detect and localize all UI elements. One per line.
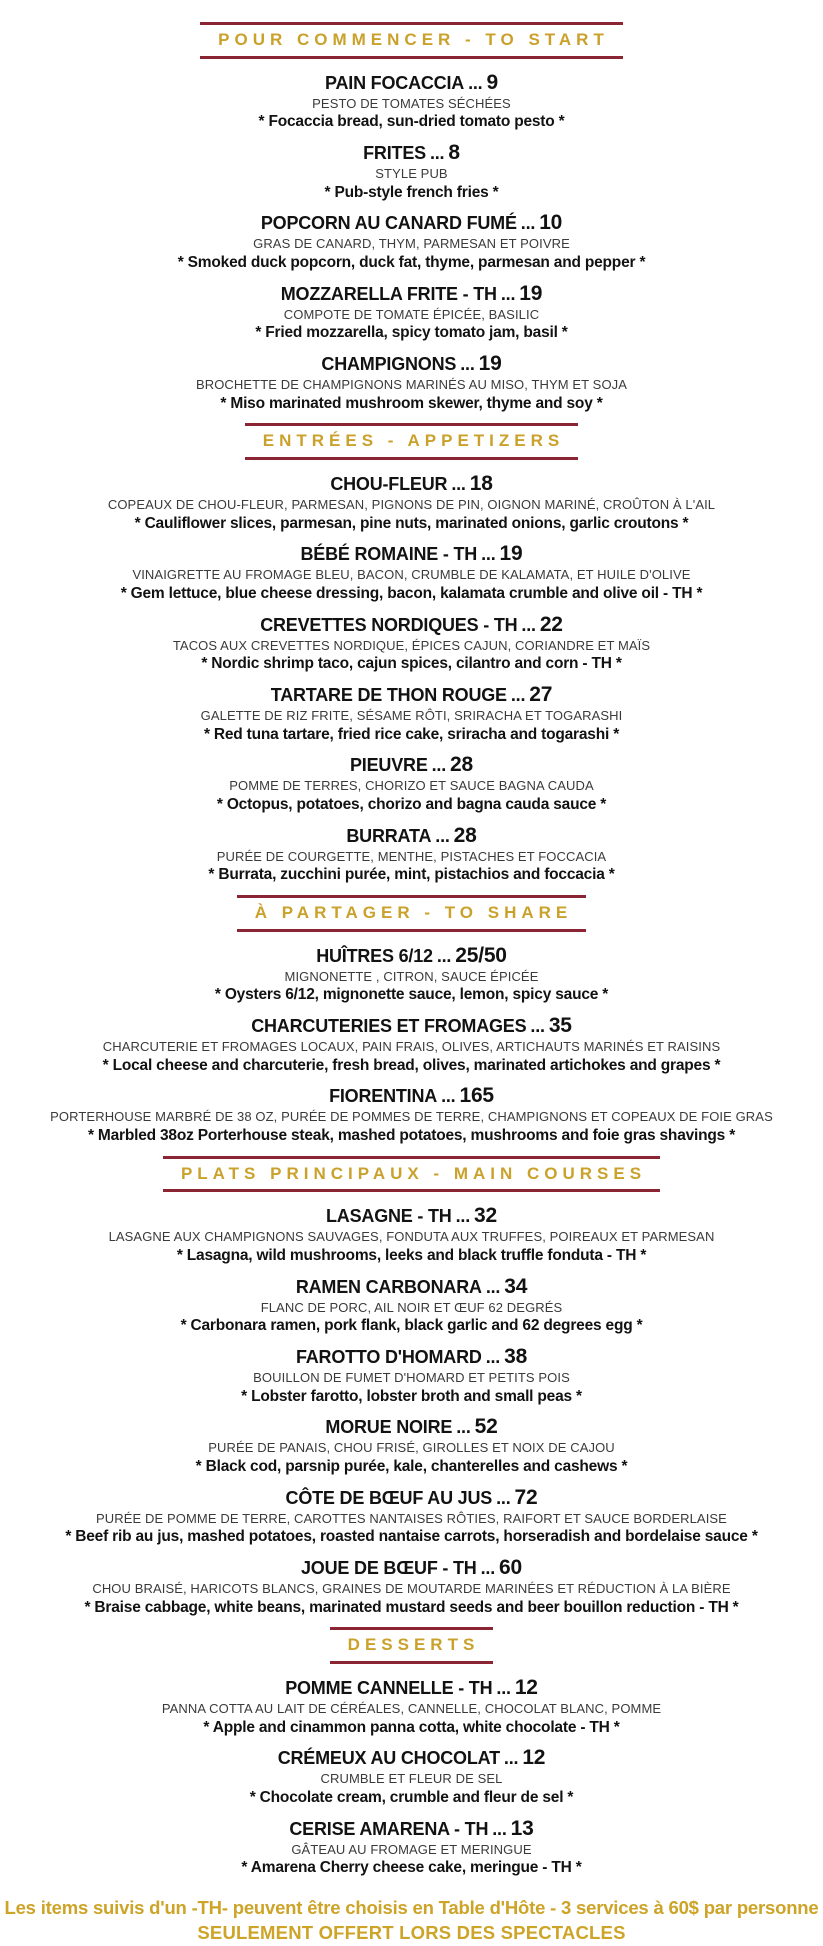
item-price: 19 [519, 281, 543, 305]
item-price: 22 [539, 612, 563, 636]
item-title [10, 753, 813, 777]
item-name: POMME CANNELLE - TH [285, 1678, 493, 1698]
item-dots: ... [500, 283, 516, 304]
item-price: 165 [459, 1084, 494, 1108]
item-price: 8 [448, 141, 460, 165]
item-dots: ... [429, 143, 445, 164]
item-dots: ... [431, 755, 447, 776]
item-name: CÔTE DE BŒUF AU JUS [285, 1487, 493, 1508]
item-name: FAROTTO D'HOMARD [295, 1347, 482, 1367]
item-dots: ... [521, 614, 536, 635]
item-name: HUÎTRES 6/12 [316, 945, 433, 966]
item-description-en: * Chocolate cream, crumble and fleur de sel * [249, 1789, 574, 1807]
item-description-fr: PURÉE DE COURGETTE, MENTHE, PISTACHES ET FOCCACIA [216, 848, 607, 864]
item-dots: ... [460, 354, 475, 374]
item-description-en: * Braise cabbage, white beans, marinated mustard seeds and beer bouillon reduction - TH * [84, 1598, 739, 1616]
item-description-fr: PANNA COTTA AU LAIT DE CÉRÉALES, CANNELLE, CHOCOLAT BLANC, POMME [161, 1701, 662, 1717]
item-title [10, 1084, 813, 1108]
menu-item [10, 1817, 813, 1878]
section-main-courses [0, 1156, 823, 1618]
section-title: PLATS PRINCIPAUX - MAIN COURSES [163, 1156, 660, 1193]
item-title [10, 1486, 813, 1510]
item-description-en: * Burrata, zucchini purée, mint, pistachios and foccacia * [208, 866, 615, 884]
item-dots: ... [468, 72, 483, 93]
item-description-fr: CHARCUTERIE ET FROMAGES LOCAUX, PAIN FRAIS, OLIVES, ARTICHAUTS MARINÉS ET RAISINS [102, 1039, 721, 1055]
item-title [10, 683, 813, 707]
menu-item [10, 613, 813, 674]
item-description-fr: PURÉE DE PANAIS, CHOU FRISÉ, GIROLLES ET NOIX DE CAJOU [208, 1440, 615, 1456]
item-dots: ... [435, 825, 450, 846]
section-desserts [0, 1627, 823, 1878]
item-description-en: * Apple and cinammon panna cotta, white chocolate - TH * [203, 1718, 620, 1736]
item-dots: ... [492, 1818, 507, 1839]
item-description-fr: POMME DE TERRES, CHORIZO ET SAUCE BAGNA CAUDA [229, 778, 594, 794]
item-description-fr: GRAS DE CANARD, THYM, PARMESAN ET POIVRE [253, 236, 570, 252]
item-description-fr: GÂTEAU AU FROMAGE ET MERINGUE [291, 1841, 532, 1857]
item-dots: ... [496, 1487, 511, 1508]
menu-item [10, 211, 813, 272]
item-description-en: * Lasagna, wild mushrooms, leeks and black truffle fonduta - TH * [176, 1247, 647, 1265]
item-description-fr: CRUMBLE ET FLEUR DE SEL [320, 1771, 503, 1787]
menu-item [10, 1415, 813, 1476]
menu-item [10, 753, 813, 814]
item-name: FIORENTINA [329, 1086, 438, 1107]
menu-item [10, 542, 813, 603]
item-title [10, 824, 813, 848]
item-description-fr: FLANC DE PORC, AIL NOIR ET ŒUF 62 DEGRÉS [260, 1299, 563, 1315]
item-dots: ... [455, 1206, 471, 1227]
section-title: ENTRÉES - APPETIZERS [245, 423, 579, 460]
item-name: BÉBÉ ROMAINE - TH [300, 544, 478, 565]
item-name: BURRATA [346, 825, 432, 846]
item-name: CREVETTES NORDIQUES - TH [260, 614, 518, 635]
item-name: RAMEN CARBONARA [295, 1276, 482, 1297]
menu-item [10, 1204, 813, 1265]
item-price: 60 [499, 1555, 522, 1579]
item-description-en: * Pub-style french fries * [324, 183, 499, 201]
item-name: CERISE AMARENA - TH [289, 1818, 489, 1839]
item-title [10, 352, 813, 376]
item-description-fr: PURÉE DE POMME DE TERRE, CAROTTES NANTAISES RÔTIES, RAIFORT ET SAUCE BORDERLAISE [96, 1510, 727, 1526]
item-description-fr: GALETTE DE RIZ FRITE, SÉSAME RÔTI, SRIRACHA ET TOGARASHI [200, 708, 623, 724]
item-description-en: * Marbled 38oz Porterhouse steak, mashed potatoes, mushrooms and foie gras shavings * [87, 1127, 736, 1145]
menu-item [10, 1676, 813, 1737]
menu-item [10, 1486, 813, 1547]
item-dots: ... [503, 1748, 519, 1769]
item-dots: ... [530, 1016, 545, 1036]
item-description-en: * Nordic shrimp taco, cajun spices, cilantro and corn - TH * [201, 655, 622, 673]
item-dots: ... [441, 1086, 456, 1107]
item-description-en: * Octopus, potatoes, chorizo and bagna cauda sauce * [216, 796, 607, 814]
item-description-fr: VINAIGRETTE AU FROMAGE BLEU, BACON, CRUMBLE DE KALAMATA, ET HUILE D'OLIVE [132, 567, 691, 583]
item-price: 27 [529, 683, 553, 706]
item-name: CRÉMEUX AU CHOCOLAT [277, 1748, 500, 1769]
item-name: PIEUVRE [350, 755, 428, 776]
item-name: JOUE DE BŒUF - TH [301, 1557, 477, 1578]
item-price: 38 [504, 1345, 528, 1368]
menu-item [10, 472, 813, 533]
menu-item [10, 1275, 813, 1336]
item-price: 32 [474, 1204, 497, 1228]
section-title: DESSERTS [330, 1627, 494, 1664]
item-price: 28 [450, 753, 473, 777]
table-dhote-note-line2: SEULEMENT OFFERT LORS DES SPECTACLES [197, 1922, 626, 1944]
item-name: PAIN FOCACCIA [325, 72, 465, 93]
table-dhote-note-line1: Les items suivis d'un -TH- peuvent être choisis en Table d'Hôte - 3 services à 60$ par personne [4, 1896, 819, 1918]
table-dhote-note [0, 1896, 823, 1946]
item-dots: ... [496, 1678, 511, 1698]
item-name: MOZZARELLA FRITE - TH [280, 283, 497, 304]
item-description-en: * Red tuna tartare, fried rice cake, sriracha and togarashi * [203, 725, 620, 743]
section-header [0, 1156, 823, 1193]
item-name: CHAMPIGNONS [321, 354, 457, 374]
item-title [10, 1275, 813, 1299]
item-description-fr: COPEAUX DE CHOU-FLEUR, PARMESAN, PIGNONS DE PIN, OIGNON MARINÉ, CROÛTON À L'AIL [107, 497, 716, 513]
item-description-en: * Fried mozzarella, spicy tomato jam, basil * [255, 324, 568, 342]
item-dots: ... [456, 1417, 471, 1438]
item-title [10, 1014, 813, 1038]
item-description-fr: CHOU BRAISÉ, HARICOTS BLANCS, GRAINES DE MOUTARDE MARINÉES ET RÉDUCTION À LA BIÈRE [92, 1581, 731, 1597]
item-title [10, 613, 813, 637]
item-title [10, 211, 813, 235]
item-description-en: * Lobster farotto, lobster broth and small peas * [241, 1387, 582, 1405]
item-dots: ... [481, 544, 496, 565]
item-title [10, 542, 813, 566]
item-description-en: * Carbonara ramen, pork flank, black garlic and 62 degrees egg * [180, 1317, 643, 1335]
item-description-fr: BROCHETTE DE CHAMPIGNONS MARINÉS AU MISO, THYM ET SOJA [195, 377, 628, 393]
item-description-fr: PORTERHOUSE MARBRÉ DE 38 OZ, PURÉE DE POMMES DE TERRE, CHAMPIGNONS ET COPEAUX DE FOIE GRAS [50, 1109, 773, 1125]
item-price: 52 [474, 1415, 498, 1439]
menu-item [10, 1556, 813, 1617]
item-price: 12 [522, 1746, 546, 1770]
section-title: À PARTAGER - TO SHARE [237, 895, 587, 932]
section-to-share [0, 895, 823, 1146]
item-title [10, 1746, 813, 1770]
item-description-fr: PESTO DE TOMATES SÉCHÉES [312, 95, 511, 111]
menu-item [10, 944, 813, 1005]
item-dots: ... [436, 945, 452, 966]
item-name: CHOU-FLEUR [330, 474, 448, 495]
item-price: 72 [514, 1485, 538, 1509]
item-description-fr: LASAGNE AUX CHAMPIGNONS SAUVAGES, FONDUTA AUX TRUFFES, POIREAUX ET PARMESAN [108, 1229, 715, 1245]
item-description-fr: STYLE PUB [375, 166, 448, 182]
item-description-fr: MIGNONETTE , CITRON, SAUCE ÉPICÉE [284, 968, 539, 984]
item-price: 9 [486, 70, 498, 94]
item-dots: ... [485, 1347, 501, 1367]
section-appetizers [0, 423, 823, 885]
menu-item [10, 683, 813, 744]
item-name: CHARCUTERIES ET FROMAGES [251, 1016, 527, 1036]
item-description-en: * Focaccia bread, sun-dried tomato pesto * [258, 113, 565, 131]
item-name: TARTARE DE THON ROUGE [270, 685, 507, 705]
section-header [0, 423, 823, 460]
item-price: 13 [510, 1816, 534, 1840]
item-title [10, 282, 813, 306]
item-price: 19 [478, 352, 502, 375]
item-price: 25/50 [455, 943, 507, 967]
item-dots: ... [520, 213, 536, 234]
item-price: 19 [499, 542, 523, 566]
item-description-fr: BOUILLON DE FUMET D'HOMARD ET PETITS POIS [253, 1370, 570, 1386]
item-name: FRITES [363, 143, 426, 164]
item-title [10, 944, 813, 968]
item-dots: ... [451, 474, 466, 495]
item-price: 18 [469, 472, 493, 496]
menu-item [10, 824, 813, 885]
section-header [0, 1627, 823, 1664]
item-description-en: * Cauliflower slices, parmesan, pine nuts, marinated onions, garlic croutons * [134, 514, 689, 532]
item-description-en: * Local cheese and charcuterie, fresh bread, olives, marinated artichokes and grapes * [102, 1056, 721, 1074]
item-title [10, 1204, 813, 1228]
item-price: 28 [453, 823, 477, 847]
item-name: LASAGNE - TH [326, 1206, 452, 1227]
menu-item [10, 352, 813, 413]
item-description-fr: TACOS AUX CREVETTES NORDIQUE, ÉPICES CAJUN, CORIANDRE ET MAÏS [172, 637, 651, 653]
menu-item [10, 1345, 813, 1406]
item-description-en: * Amarena Cherry cheese cake, meringue - TH * [241, 1859, 582, 1877]
item-dots: ... [510, 685, 526, 705]
item-price: 35 [548, 1014, 572, 1037]
section-to-start [0, 22, 823, 413]
item-description-en: * Beef rib au jus, mashed potatoes, roasted nantaise carrots, horseradish and bordelaise sauce * [65, 1528, 758, 1546]
section-header [0, 22, 823, 59]
item-description-en: * Black cod, parsnip purée, kale, chanterelles and cashews * [195, 1458, 628, 1476]
menu-item [10, 71, 813, 132]
item-title [10, 1676, 813, 1700]
item-title [10, 1817, 813, 1841]
item-description-en: * Smoked duck popcorn, duck fat, thyme, parmesan and pepper * [177, 254, 646, 272]
item-title [10, 472, 813, 496]
item-title [10, 1345, 813, 1369]
item-title [10, 141, 813, 165]
item-title [10, 71, 813, 95]
item-dots: ... [480, 1557, 496, 1578]
item-description-fr: COMPOTE DE TOMATE ÉPICÉE, BASILIC [283, 306, 540, 322]
menu-item [10, 1014, 813, 1075]
item-description-en: * Miso marinated mushroom skewer, thyme and soy * [220, 394, 603, 412]
menu-item [10, 1084, 813, 1145]
item-description-en: * Gem lettuce, blue cheese dressing, bacon, kalamata crumble and olive oil - TH * [120, 585, 703, 603]
item-name: MORUE NOIRE [325, 1417, 453, 1438]
menu-item [10, 282, 813, 343]
menu-item [10, 1746, 813, 1807]
item-title [10, 1556, 813, 1580]
item-price: 10 [539, 211, 563, 235]
item-dots: ... [485, 1276, 501, 1297]
item-title [10, 1415, 813, 1439]
section-title: POUR COMMENCER - TO START [200, 22, 623, 59]
item-description-en: * Oysters 6/12, mignonette sauce, lemon, spicy sauce * [214, 986, 609, 1004]
item-price: 12 [514, 1676, 538, 1699]
item-price: 34 [504, 1274, 528, 1298]
section-header [0, 895, 823, 932]
item-name: POPCORN AU CANARD FUMÉ [260, 213, 517, 234]
menu-item [10, 141, 813, 202]
